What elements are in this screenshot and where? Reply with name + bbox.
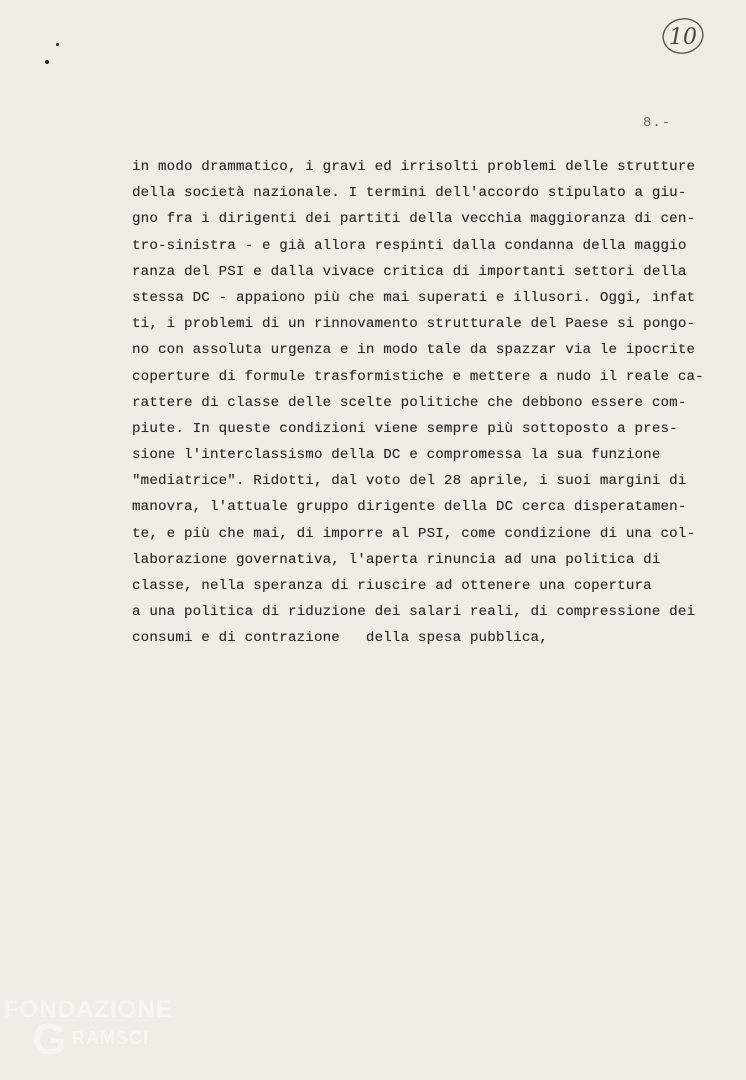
text-line: a una politica di riduzione dei salari reali, di compressione dei — [132, 604, 696, 621]
text-line: "mediatrice". Ridotti, dal voto del 28 aprile, i suoi margini di — [132, 473, 687, 490]
text-line: consumi e di contrazione della spesa pubblica, — [132, 630, 548, 647]
watermark-line-2: RAMSCI — [72, 1028, 149, 1048]
text-line: gno fra i dirigenti dei partiti della vecchia maggioranza di cen- — [132, 211, 696, 228]
page-number-stamp-text: 10 — [669, 25, 697, 50]
text-line: piute. In queste condizioni viene sempre più sottoposto a pres- — [132, 420, 678, 437]
page-marker: 8.- — [643, 115, 672, 131]
text-line: tro-sinistra - e già allora respinti dalla condanna della maggio — [132, 237, 687, 254]
text-line: classe, nella speranza di riuscire ad ottenere una copertura — [132, 578, 652, 594]
watermark-line-1: FONDAZIONE — [4, 996, 173, 1023]
text-line: laborazione governativa, l'aperta rinuncia ad una politica di — [132, 551, 661, 568]
punch-hole-mark — [45, 60, 49, 64]
text-line: coperture di formule trasformistiche e mettere a nudo il reale ca- — [132, 368, 704, 385]
text-line: ti, i problemi di un rinnovamento strutturale del Paese si pongo- — [132, 316, 696, 333]
text-line: no con assoluta urgenza e in modo tale da spazzar via le ipocrite — [132, 342, 696, 359]
text-line: stessa DC - appaiono più che mai superati e illusori. Oggi, infat — [132, 289, 696, 306]
fondazione-gramsci-watermark — [4, 996, 204, 1076]
punch-hole-mark-top — [56, 43, 59, 46]
body-text — [132, 154, 722, 652]
text-line: sione l'interclassismo della DC e compromessa la sua funzione — [132, 447, 661, 464]
text-line: in modo drammatico, i gravi ed irrisolti problemi delle strutture — [132, 159, 696, 175]
text-line: te, e più che mai, di imporre al PSI, come condizione di una col- — [132, 525, 696, 542]
text-line: della società nazionale. I termini dell'accordo stipulato a giu- — [132, 185, 687, 202]
page-number-stamp — [660, 14, 706, 58]
text-line: rattere di classe delle scelte politiche che debbono essere com- — [132, 394, 687, 411]
text-line: ranza del PSI e dalla vivace critica di importanti settori della — [132, 263, 687, 280]
watermark-initial: G — [32, 1015, 67, 1064]
text-line: manovra, l'attuale gruppo dirigente della DC cerca disperatamen- — [132, 499, 687, 516]
